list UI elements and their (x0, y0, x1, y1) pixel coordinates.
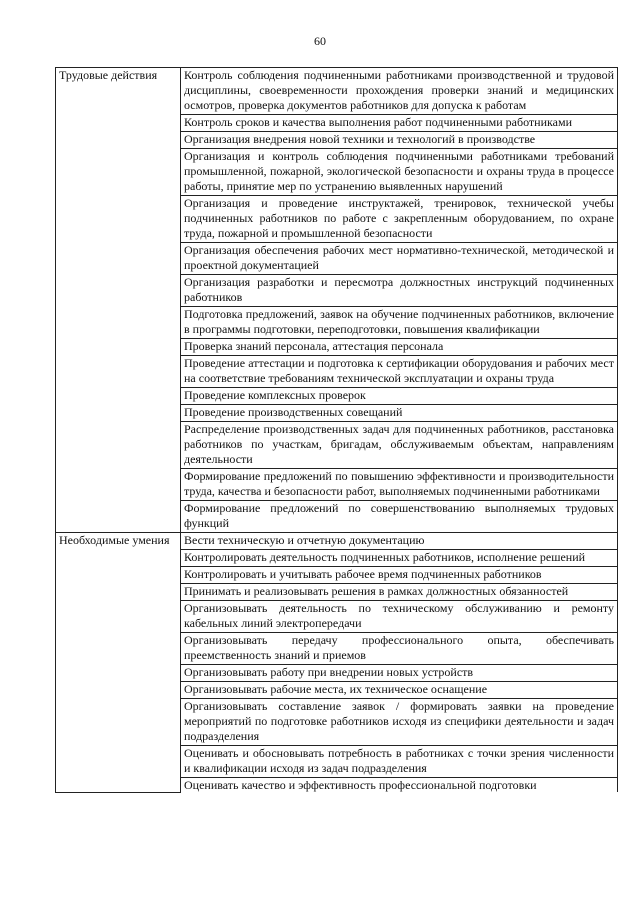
table-cell: Проверка знаний персонала, аттестация персонала (181, 339, 618, 356)
table-cell: Оценивать и обосновывать потребность в работниках с точки зрения численности и квалификации исходя из задач подразделения (181, 746, 618, 778)
table-cell: Формирование предложений по повышению эффективности и производительности труда, качества и безопасности работ, выполняемых подчиненными работниками (181, 469, 618, 501)
table-cell: Вести техническую и отчетную документацию (181, 533, 618, 550)
table-cell: Проведение комплексных проверок (181, 388, 618, 405)
section-heading-labor-actions: Трудовые действия (56, 68, 181, 533)
table-cell: Контролировать деятельность подчиненных работников, исполнение решений (181, 550, 618, 567)
table-cell: Организовывать работу при внедрении новых устройств (181, 665, 618, 682)
table-cell: Распределение производственных задач для подчиненных работников, расстановка работников по участкам, бригадам, обслуживаемым объектам, направлениям деятельности (181, 422, 618, 469)
table-cell: Принимать и реализовывать решения в рамках должностных обязанностей (181, 584, 618, 601)
section-heading-required-skills: Необходимые умения (56, 533, 181, 793)
table-cell: Организовывать деятельность по техническому обслуживанию и ремонту кабельных линий электропередачи (181, 601, 618, 633)
table-cell: Организация обеспечения рабочих мест нормативно-технической, методической и проектной документацией (181, 243, 618, 275)
required-skills-section (56, 533, 618, 793)
table-cell: Формирование предложений по совершенствованию выполняемых трудовых функций (181, 501, 618, 533)
table-cell: Подготовка предложений, заявок на обучение подчиненных работников, включение в программы подготовки, переподготовки, повышения квалификации (181, 307, 618, 339)
table-cell: Организовывать составление заявок / формировать заявки на проведение мероприятий по подготовке работников исходя из специфики деятельности и задач подразделения (181, 699, 618, 746)
table-cell: Организовывать передачу профессионального опыта, обеспечивать преемственность знаний и приемов (181, 633, 618, 665)
table-cell: Контроль сроков и качества выполнения работ подчиненными работниками (181, 115, 618, 132)
competency-table (55, 67, 618, 793)
table-cell: Оценивать качество и эффективность профессиональной подготовки (181, 778, 618, 793)
table-cell: Проведение аттестации и подготовка к сертификации оборудования и рабочих мест на соответствие требованиям технической эксплуатации и охраны труда (181, 356, 618, 388)
table-cell: Организация и проведение инструктажей, тренировок, технической учебы подчиненных работников по работе с закрепленным оборудованием, по охране труда, пожарной и промышленной безопасности (181, 196, 618, 243)
table-cell: Организация разработки и пересмотра должностных инструкций подчиненных работников (181, 275, 618, 307)
table-cell: Организация и контроль соблюдения подчиненными работниками требований промышленной, пожарной, экологической безопасности и охраны труда в процессе работы, принятие мер по устранению выявленных нарушений (181, 149, 618, 196)
table-row (56, 533, 618, 550)
labor-actions-section (56, 68, 618, 533)
table-cell: Организация внедрения новой техники и технологий в производстве (181, 132, 618, 149)
table-cell: Организовывать рабочие места, их техническое оснащение (181, 682, 618, 699)
table-cell: Контролировать и учитывать рабочее время подчиненных работников (181, 567, 618, 584)
table-cell: Контроль соблюдения подчиненными работниками производственной и трудовой дисциплины, своевременности прохождения проверки знаний и медицинских осмотров, проверка документов работников для допуска к работам (181, 68, 618, 115)
table-cell: Проведение производственных совещаний (181, 405, 618, 422)
page-number: 60 (314, 34, 326, 48)
table-row (56, 68, 618, 115)
